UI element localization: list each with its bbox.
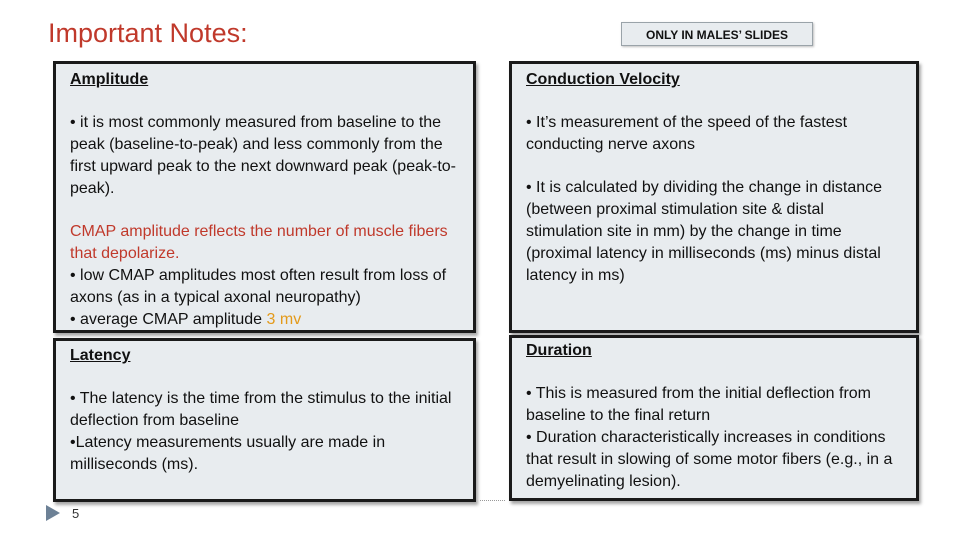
slide-arrow-icon [46, 505, 60, 521]
page-number: 5 [72, 506, 80, 521]
duration-heading: Duration [526, 342, 592, 359]
conduction-velocity-heading: Conduction Velocity [526, 71, 680, 88]
latency-measurement-text: •Latency measurements usually are made in milliseconds (ms). [70, 434, 386, 473]
latency-heading: Latency [70, 347, 131, 364]
amplitude-measurement-text: • it is most commonly measured from baseline to the peak (baseline-to-peak) and less commonly from the first upward peak to the next downward peak (peak-to-peak). [70, 114, 456, 197]
duration-increase-text: • Duration characteristically increases in conditions that result in slowing of some motor fibers (e.g., in a demyelinating lesion). [526, 429, 893, 490]
average-cmap-text [70, 309, 461, 331]
low-cmap-text: • low CMAP amplitudes most often result from loss of axons (as in a typical axonal neuropathy) [70, 267, 447, 306]
amplitude-box [53, 61, 476, 333]
slide-title: Important Notes: [48, 18, 248, 48]
conduction-velocity-box [509, 61, 919, 333]
average-cmap-label: • average CMAP amplitude [70, 311, 267, 328]
latency-box [53, 338, 476, 502]
average-cmap-value: 3 mv [266, 311, 302, 328]
conduction-calculation-text: • It is calculated by dividing the change in distance (between proximal stimulation site & distal stimulation site in mm) by the change in time (proximal latency in milliseconds (ms) minus distal latency in ms) [526, 179, 883, 284]
amplitude-heading: Amplitude [70, 71, 149, 88]
footer-divider [480, 500, 505, 501]
latency-definition-text: • The latency is the time from the stimulus to the initial deflection from baseline [70, 390, 452, 429]
duration-box [509, 335, 919, 501]
duration-definition-text: • This is measured from the initial deflection from baseline to the final return [526, 385, 871, 424]
cmap-reflects-text: CMAP amplitude reflects the number of muscle fibers that depolarize. [70, 223, 448, 262]
conduction-measurement-text: • It’s measurement of the speed of the fastest conducting nerve axons [526, 114, 848, 153]
males-only-badge: ONLY IN MALES’ SLIDES [621, 22, 813, 46]
